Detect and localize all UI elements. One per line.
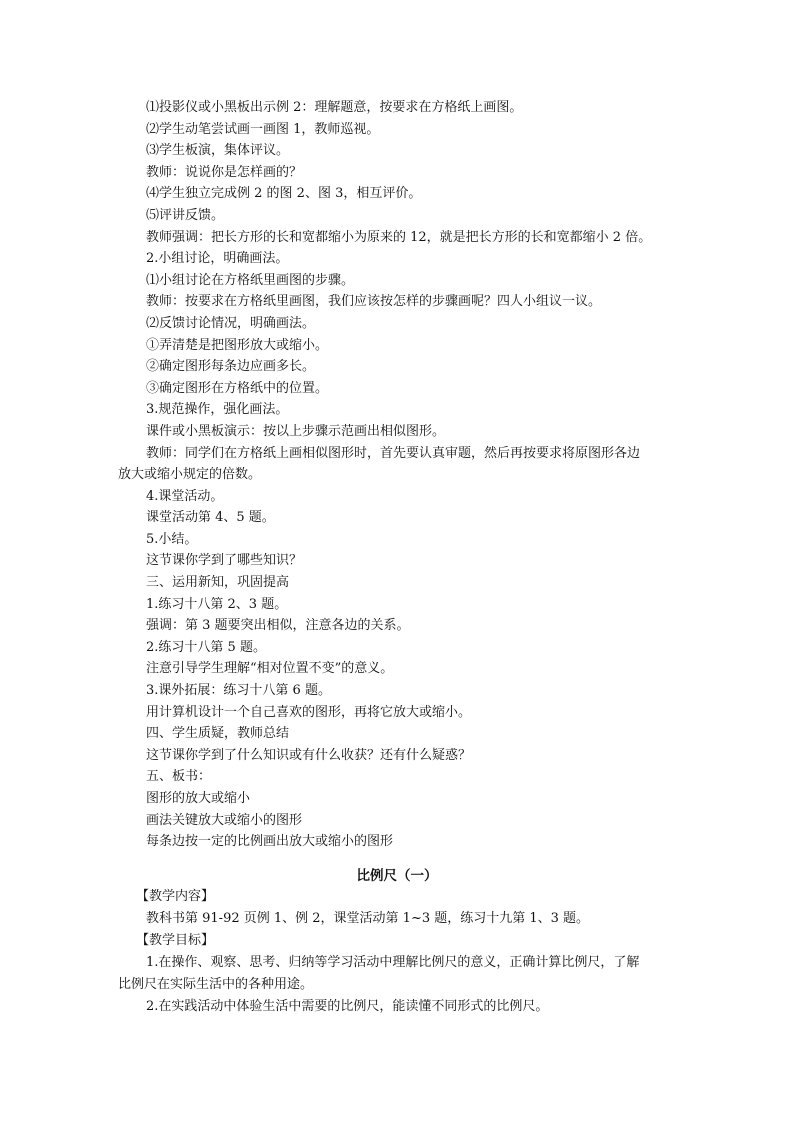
board-line: 图形的放大或缩小	[146, 791, 251, 806]
content-heading: 【教学内容】	[136, 889, 215, 904]
board-line: 每条边按一定的比例画出放大或缩小的图形	[146, 834, 394, 850]
text-line: 教师强调：把长方形的长和宽都缩小为原来的 12，就是把长方形的长和宽都缩小 2 倍。	[146, 229, 652, 245]
text-line: 1.在操作、观察、思考、归纳等学习活动中理解比例尺的意义，正确计算比例尺，了解	[146, 955, 640, 970]
text-line: 教师：说说你是怎样画的？	[146, 164, 303, 180]
section-heading: 五、板书：	[146, 769, 212, 785]
text-line: 注意引导学生理解“相对位置不变”的意义。	[146, 661, 394, 677]
text-line: 2.练习十八第 5 题。	[146, 639, 266, 655]
objectives-heading: 【教学目标】	[136, 933, 215, 948]
text-line: 课堂活动第 4、5 题。	[146, 510, 275, 526]
text-line: 教师：同学们在方格纸上画相似图形时，首先要认真审题，然后再按要求将原图形各边	[146, 445, 641, 461]
text-line: 2.在实践活动中体验生活中需要的比例尺，能读懂不同形式的比例尺。	[146, 999, 549, 1014]
text-line: 这节课你学到了什么知识或有什么收获？还有什么疑惑？	[146, 747, 472, 763]
lesson-steps-section	[118, 97, 678, 853]
text-line: 比例尺在实际生活中的各种用途。	[118, 977, 314, 992]
text-line: 5.小结。	[146, 531, 198, 547]
text-line: 教科书第 91-92 页例 1、例 2，课堂活动第 1~3 题，练习十九第 1、3 题。	[146, 911, 590, 926]
text-line: 1.练习十八第 2、3 题。	[146, 596, 288, 612]
text-line: ⑸评讲反馈。	[146, 207, 225, 223]
text-line: ③确定图形在方格纸中的位置。	[146, 380, 329, 396]
text-line: 3.课外拓展：练习十八第 6 题。	[146, 683, 331, 699]
section-heading: 四、学生质疑，教师总结	[146, 726, 290, 742]
board-line: 画法关键放大或缩小的图形	[146, 812, 303, 828]
lesson-intro-section	[118, 886, 678, 1018]
text-line: ①弄清楚是把图形放大或缩小。	[146, 337, 329, 353]
text-line: 用计算机设计一个自己喜欢的图形，再将它放大或缩小。	[146, 704, 472, 720]
text-line: ⑷学生独立完成例 2 的图 2、图 3，相互评价。	[146, 186, 422, 202]
text-line: 3.规范操作，强化画法。	[146, 402, 289, 418]
text-line: 4.课堂活动。	[146, 488, 224, 504]
text-line: ⑵学生动笔尝试画一画图 1，教师巡视。	[146, 121, 380, 137]
section-heading: 三、运用新知，巩固提高	[146, 575, 290, 591]
text-line: 放大或缩小规定的倍数。	[118, 467, 262, 483]
text-line: 教师：按要求在方格纸里画图，我们应该按怎样的步骤画呢？四人小组议一议。	[146, 294, 602, 310]
text-line: ②确定图形每条边应画多长。	[146, 359, 316, 375]
text-line: ⑴投影仪或小黑板出示例 2：理解题意，按要求在方格纸上画图。	[146, 100, 523, 115]
text-line: 课件或小黑板演示：按以上步骤示范画出相似图形。	[146, 423, 446, 439]
text-line: ⑵反馈讨论情况，明确画法。	[146, 315, 316, 331]
text-line: 强调：第 3 题要突出相似，注意各边的关系。	[146, 618, 410, 634]
lesson-title: 比例尺（一）	[356, 868, 438, 884]
text-line: ⑴小组讨论在方格纸里画图的步骤。	[146, 272, 355, 288]
text-line: 这节课你学到了哪些知识？	[146, 553, 303, 569]
text-line: 2.小组讨论，明确画法。	[146, 251, 289, 267]
text-line: ⑶学生板演，集体评议。	[146, 143, 290, 159]
